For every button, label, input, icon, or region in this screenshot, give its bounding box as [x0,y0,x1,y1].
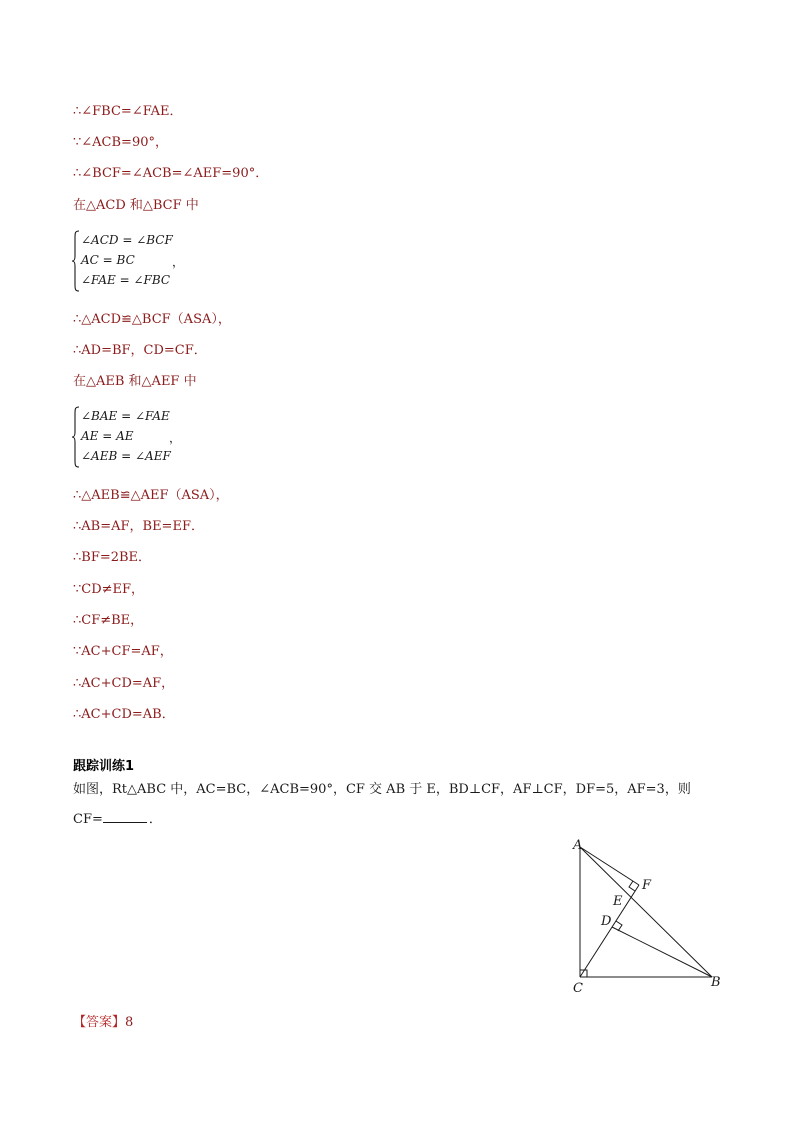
system-1-row-1: ∠ACD = ∠BCF [81,233,173,247]
exercise-heading: 跟踪训练1 [73,759,135,774]
exercise-problem-line-1: 如图，Rt△ABC 中，AC=BC，∠ACB=90°，CF 交 AB 于 E，BD⊥CF，AF⊥CF，DF=5，AF=3，则 [73,782,691,797]
proof-line-14: ∴AC+CD=AF， [73,676,175,691]
right-angle-f [629,881,635,891]
proof-line-4: 在△ACD 和△BCF 中 [73,198,199,213]
system-2-row-1: ∠BAE = ∠FAE [81,409,170,423]
proof-line-11: ∵CD≠EF， [73,582,145,597]
system-2-comma: ， [169,431,182,445]
left-brace-icon [72,230,80,292]
label-d: D [601,914,612,929]
equation-system-1 [72,230,192,292]
segment-cf [580,885,639,977]
answer-value: 8 [125,1015,134,1030]
period: ． [148,812,162,827]
proof-line-2: ∵∠ACB=90°， [73,135,168,150]
segment-ab [580,847,712,977]
label-b: B [711,975,721,990]
exercise-problem-line-2 [73,810,162,828]
geometry-figure [560,835,730,1000]
label-c: C [573,981,583,996]
system-1-row-2: AC = BC [81,253,135,267]
left-brace-icon [72,406,80,468]
segment-af [580,847,639,885]
system-1-comma: ， [172,255,185,269]
label-f: F [642,878,652,893]
proof-line-1: ∴∠FBC=∠FAE． [73,104,183,119]
answer-tag: 【答案】 [73,1015,126,1030]
system-2-row-3: ∠AEB = ∠AEF [81,449,171,463]
proof-line-5: ∴△ACD≌△BCF（ASA）， [73,312,231,327]
proof-line-8: ∴△AEB≌△AEF（ASA）， [73,488,229,503]
proof-line-12: ∴CF≠BE， [73,613,144,628]
system-2-row-2: AE = AE [81,429,134,443]
proof-line-10: ∴BF=2BE． [73,550,152,565]
answer-line [73,1011,133,1030]
proof-line-15: ∴AC+CD=AB． [73,707,175,722]
proof-line-7: 在△AEB 和△AEF 中 [73,374,197,389]
system-1-row-3: ∠FAE = ∠FBC [81,273,171,287]
proof-line-9: ∴AB=AF，BE=EF． [73,519,204,534]
label-e: E [613,894,623,909]
equation-system-2 [72,406,192,468]
label-a: A [573,838,583,853]
segment-bd [612,927,712,977]
cf-prefix: CF= [73,812,103,827]
answer-blank[interactable] [103,810,147,823]
proof-line-6: ∴AD=BF，CD=CF． [73,343,207,358]
proof-line-13: ∵AC+CF=AF， [73,644,173,659]
proof-line-3: ∴∠BCF=∠ACB=∠AEF=90°． [73,166,269,181]
